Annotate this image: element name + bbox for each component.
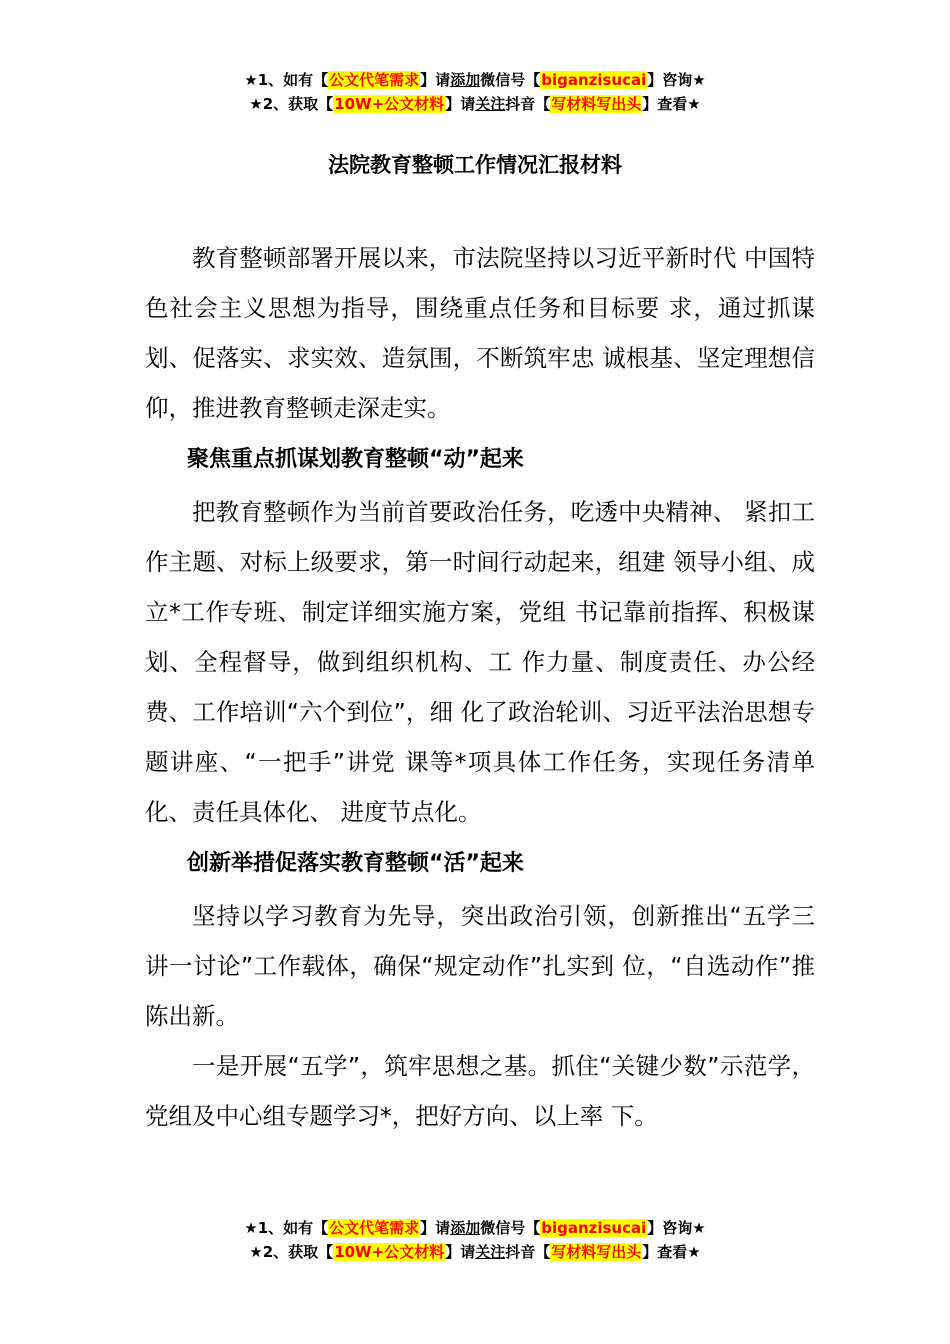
banner-highlight: 公文代笔需求 <box>329 1219 420 1237</box>
banner-line-2: ★2、获取【10W+公文材料】请关注抖音【写材料写出头】查看★ <box>249 1243 701 1261</box>
section-2-paragraph-2: 一是开展“五学”，筑牢思想之基。抓住“关键少数”示范学，党组及中心组专题学习*，把好方向、以上率 下。 <box>145 1052 815 1130</box>
footer-banner <box>0 1216 950 1264</box>
header-banner <box>0 68 950 116</box>
banner-line-2: ★2、获取【10W+公文材料】请关注抖音【写材料写出头】查看★ <box>249 95 701 113</box>
banner-highlight: biganzisucai <box>541 1219 647 1237</box>
banner-highlight: 公文代笔需求 <box>329 71 420 89</box>
banner-highlight: 写材料写出头 <box>551 1243 642 1261</box>
document-body <box>145 233 815 1141</box>
banner-highlight: 10W+公文材料 <box>334 95 445 113</box>
section-2-paragraph: 坚持以学习教育为先导，突出政治引领，创新推出“五学三讲一讨论”工作载体，确保“规定动作”扎实到 位，“自选动作”推陈出新。 <box>145 902 815 1030</box>
banner-highlight: 10W+公文材料 <box>334 1243 445 1261</box>
banner-line-1: ★1、如有【公文代笔需求】请添加微信号【biganzisucai】咨询★ <box>244 1219 706 1237</box>
document-title: 法院教育整顿工作情况汇报材料 <box>328 153 622 177</box>
banner-highlight: biganzisucai <box>541 71 647 89</box>
section-heading-1: 聚焦重点抓谋划教育整顿“动”起来 <box>187 447 524 472</box>
banner-line-1: ★1、如有【公文代笔需求】请添加微信号【biganzisucai】咨询★ <box>244 71 706 89</box>
section-heading-2: 创新举措促落实教育整顿“活”起来 <box>187 851 524 876</box>
intro-paragraph: 教育整顿部署开展以来，市法院坚持以习近平新时代 中国特色社会主义思想为指导，围绕重点任务和目标要 求，通过抓谋划、促落实、求实效、造氛围，不断筑牢忠 诚根基、坚定理想信仰，推进教育整顿走深走实。 <box>145 244 815 422</box>
section-1-paragraph: 把教育整顿作为当前首要政治任务，吃透中央精神、 紧扣工作主题、对标上级要求，第一时间行动起来，组建 领导小组、成立*工作专班、制定详细实施方案，党组 书记靠前指挥、积极谋划、全程督导，做到组织机构、工 作力量、制度责任、办公经费、工作培训“六个到位”，细 化了政治轮训、习近平法治思想专题讲座、“一把手”讲党 课等*项具体工作任务，实现任务清单化、责任具体化、 进度节点化。 <box>145 498 815 826</box>
banner-highlight: 写材料写出头 <box>551 95 642 113</box>
